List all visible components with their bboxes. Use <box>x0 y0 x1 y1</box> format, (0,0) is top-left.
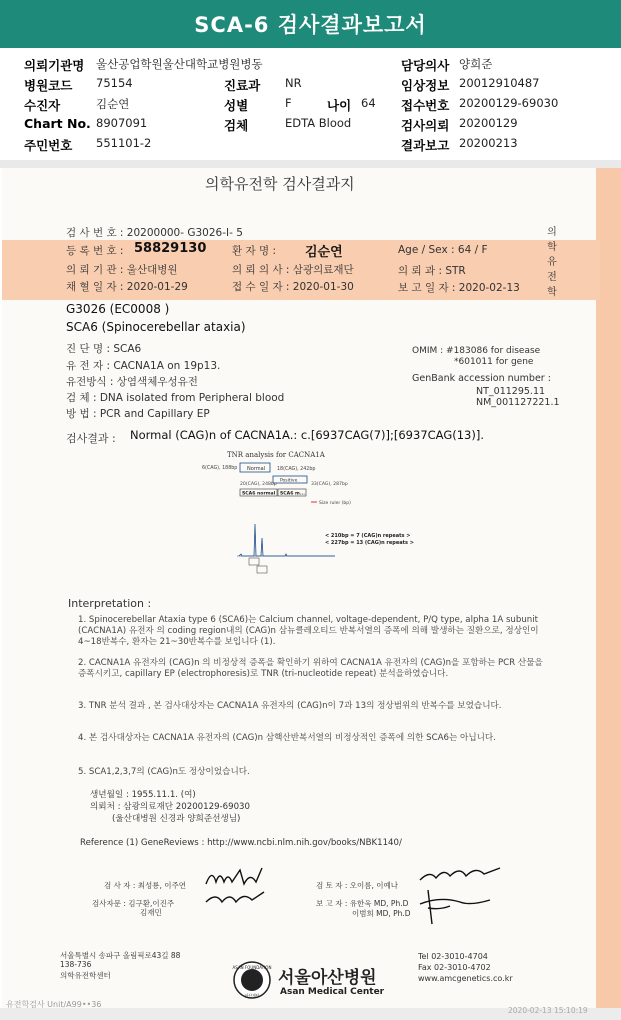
interp-p2: 2. CACNA1A 유전자의 (CAG)n 의 비정상적 증폭을 확인하기 위하여 CACNA1A 유전자의 (CAG)n을 포함하는 PCR 산물을 증폭시키고, capillary EP (electrophoresis)로 TNR (tri-nucleotide repeat) 분석을하였습니다. <box>78 658 543 679</box>
reg-no-label: 등 록 번 호 : <box>66 245 124 257</box>
specimen-label: 검체 <box>224 118 249 133</box>
gene: 유 전 자 : CACNA1A on 19p13. <box>66 360 221 372</box>
doc-title: 의학유전학 검사결과지 <box>205 175 355 193</box>
genbank-label: GenBank accession number : <box>412 373 551 384</box>
web: www.amcgenetics.co.kr <box>418 974 513 983</box>
footer-right: 2020-02-13 15:10:19 <box>508 1006 588 1015</box>
inspector: 검 토 자 : 오이름, 이예나 <box>316 881 399 890</box>
patient-value: 김순연 <box>96 97 130 111</box>
specimen-doc: 검 체 : DNA isolated from Peripheral blood <box>66 392 285 404</box>
request-label: 검사의뢰 <box>401 118 450 133</box>
seal-bottom-text: 아산재단 <box>244 993 260 998</box>
diag: 진 단 명 : SCA6 <box>66 343 142 355</box>
signature-reporter-strokes <box>420 868 500 924</box>
req-doc: 의 뢰 의 사 : 삼광의료재단 <box>232 264 354 276</box>
asan-logo <box>232 960 272 1000</box>
method: 방 법 : PCR and Capillary EP <box>66 408 210 420</box>
chart-label: Chart No. <box>24 116 91 131</box>
figure-label-9: Size ruler (bp) <box>319 501 351 506</box>
genbank-nt: NT_011295.11 <box>476 386 546 397</box>
resident-label: 주민번호 <box>24 138 73 153</box>
specimen-value: EDTA Blood <box>285 116 352 130</box>
figure-label-7: SCA6 normal <box>242 491 276 497</box>
omim-gene: *601011 for gene <box>454 357 534 367</box>
code-value: 75154 <box>96 76 133 90</box>
address3: 의학유전학센터 <box>60 971 111 980</box>
omim-disease: OMIM : #183086 for disease <box>412 346 541 356</box>
figure-label-5: 20(CAG), 248bp <box>240 482 277 487</box>
test-no: 검 사 번 호 : 20200000- G3026-I- 5 <box>66 227 243 239</box>
test-name: SCA6 (Spinocerebellar ataxia) <box>66 320 246 334</box>
test-code: G3026 (EC0008 ) <box>66 302 170 316</box>
report-label: 결과보고 <box>401 138 450 153</box>
resident-value: 551101-2 <box>96 136 152 150</box>
age-sex: Age / Sex : 64 / F <box>398 244 488 256</box>
report-value: 20200213 <box>459 136 518 150</box>
hospital-ko: 서울아산병원 <box>278 968 377 988</box>
fax: Fax 02-3010-4702 <box>418 963 491 972</box>
figure-label-2: Normal <box>247 466 266 472</box>
figure-label-3: 18(CAG), 242bp <box>277 467 316 472</box>
patient-name: 김순연 <box>305 245 343 260</box>
chart-value: 8907091 <box>96 116 148 130</box>
inherit: 유전방식 : 상염색체우성유전 <box>66 376 198 388</box>
report-title-bar <box>0 0 621 48</box>
code-label: 병원코드 <box>24 78 73 93</box>
address1: 서울특별시 송파구 올림픽로43길 88 <box>60 951 181 960</box>
examiner2: 김재민 <box>140 908 162 917</box>
tester: 검 사 자 : 최성룡, 이주연 <box>104 881 187 890</box>
collect-date: 채 혈 일 자 : 2020-01-29 <box>66 281 188 293</box>
side-vertical-char: 의 <box>547 227 557 238</box>
figure-label-8: SCA6 m... <box>280 491 306 497</box>
figure-label-1: 6(CAG), 188bp <box>202 466 238 471</box>
side-vertical-char: 유 <box>547 257 557 268</box>
client2: (울산대병원 신경과 양희준선생님) <box>112 814 241 824</box>
birth: 생년월일 : 1955.11.1. (여) <box>90 790 196 800</box>
patient-label: 수진자 <box>24 98 61 113</box>
result-label: 검사결과 : <box>66 432 116 445</box>
reporter: 보 고 자 : 유한욱 MD, Ph.D <box>316 899 409 908</box>
report-date: 보 고 일 자 : 2020-02-13 <box>398 282 520 294</box>
genbank-nm: NM_001127221.1 <box>476 397 560 408</box>
clinical-value: 20012910487 <box>459 76 540 90</box>
reg-no: 58829130 <box>134 241 207 256</box>
dept-label: 진료과 <box>224 78 261 93</box>
report-title: SCA-6 검사결과보고서 <box>194 13 427 37</box>
req-dept: 의 뢰 과 : STR <box>398 265 466 277</box>
signature-tester <box>200 862 300 912</box>
reference: Reference (1) GeneReviews : http://www.ncbi.nlm.nih.gov/books/NBK1140/ <box>80 838 402 848</box>
side-vertical-char: 전 <box>547 272 557 283</box>
peak-label-1: < 210bp = 7 (CAG)n repeats > <box>325 533 411 539</box>
seal-center <box>241 969 263 991</box>
reporter2: 이범희 MD, Ph.D <box>352 909 411 918</box>
signature-reporter <box>410 860 510 930</box>
clinical-label: 임상정보 <box>401 78 450 93</box>
tnr-figure <box>195 446 425 586</box>
figure-title: TNR analysis for CACNA1A <box>227 451 325 459</box>
client: 의뢰처 : 삼광의료재단 20200129-69030 <box>90 802 250 812</box>
footer-left: 유전학검사 Unit/A99••36 <box>6 1000 102 1009</box>
figure-label-6: 33(CAG), 287bp <box>311 482 348 487</box>
seal-top-text: ASAN FOUNDATION <box>232 965 272 970</box>
sex-label: 성별 <box>224 98 249 113</box>
tel: Tel 02-3010-4704 <box>418 952 488 961</box>
interp-p4: 4. 본 검사대상자는 CACNA1A 유전자의 (CAG)n 삼핵산반복서열의 비정상적인 증폭에 의한 SCA6는 아닙니다. <box>78 733 496 743</box>
interp-p1: 1. Spinocerebellar Ataxia type 6 (SCA6)는 Calcium channel, voltage-dependent, P/Q type, alpha 1A subunit (CACNA1A) 유전자 의 coding region내의 (CAG)n 삼뉴클레오티드 반복서열의 증폭에 의해 발생하는 질환으로, 정상인이 4~18반복수, 환자는 21~30반복수를 보입니다 (1). <box>78 615 539 647</box>
patient-name-label: 환 자 명 : <box>232 245 276 257</box>
examiner: 검사자문 : 김구환,이진주 <box>92 899 175 908</box>
receipt-date: 접 수 일 자 : 2020-01-30 <box>232 281 354 293</box>
interp-p3: 3. TNR 분석 결과 , 본 검사대상자는 CACNA1A 유전자의 (CAG)n이 7과 13의 정상범위의 반복수를 보였습니다. <box>78 701 502 711</box>
hospital-value: 울산공업학원울산대학교병원병동 <box>96 57 263 71</box>
figure-label-4: Positive <box>280 478 298 484</box>
address2: 138-736 <box>60 960 92 969</box>
side-vertical-char: 학 <box>547 242 557 253</box>
report-info-panel <box>0 48 621 160</box>
age-value: 64 <box>361 96 376 110</box>
peak-box-1 <box>249 558 259 565</box>
request-value: 20200129 <box>459 116 518 130</box>
hospital-label: 의뢰기관명 <box>24 58 85 73</box>
result-value: Normal (CAG)n of CACNA1A.: c.[6937CAG(7)];[6937CAG(13)]. <box>130 428 484 442</box>
side-vertical-char: 학 <box>547 287 557 298</box>
peak-label-2: < 227bp = 13 (CAG)n repeats > <box>325 540 414 546</box>
doctor-value: 양희준 <box>459 57 493 71</box>
interp-title: Interpretation : <box>68 597 152 610</box>
receipt-value: 20200129-69030 <box>459 96 559 110</box>
dept-value: NR <box>285 76 302 90</box>
peak-box-2 <box>257 566 267 573</box>
interp-p5: 5. SCA1,2,3,7의 (CAG)n도 정상이었습니다. <box>78 767 250 777</box>
trace-peaks <box>239 524 335 556</box>
divider <box>0 160 621 168</box>
signature-tester-strokes <box>206 868 264 902</box>
hospital-en: Asan Medical Center <box>280 987 385 997</box>
age-label: 나이 <box>327 98 352 113</box>
receipt-label: 접수번호 <box>401 98 450 113</box>
req-org: 의 뢰 기 관 : 울산대병원 <box>66 264 178 276</box>
doctor-label: 담당의사 <box>401 58 450 73</box>
sex-value: F <box>285 96 292 110</box>
